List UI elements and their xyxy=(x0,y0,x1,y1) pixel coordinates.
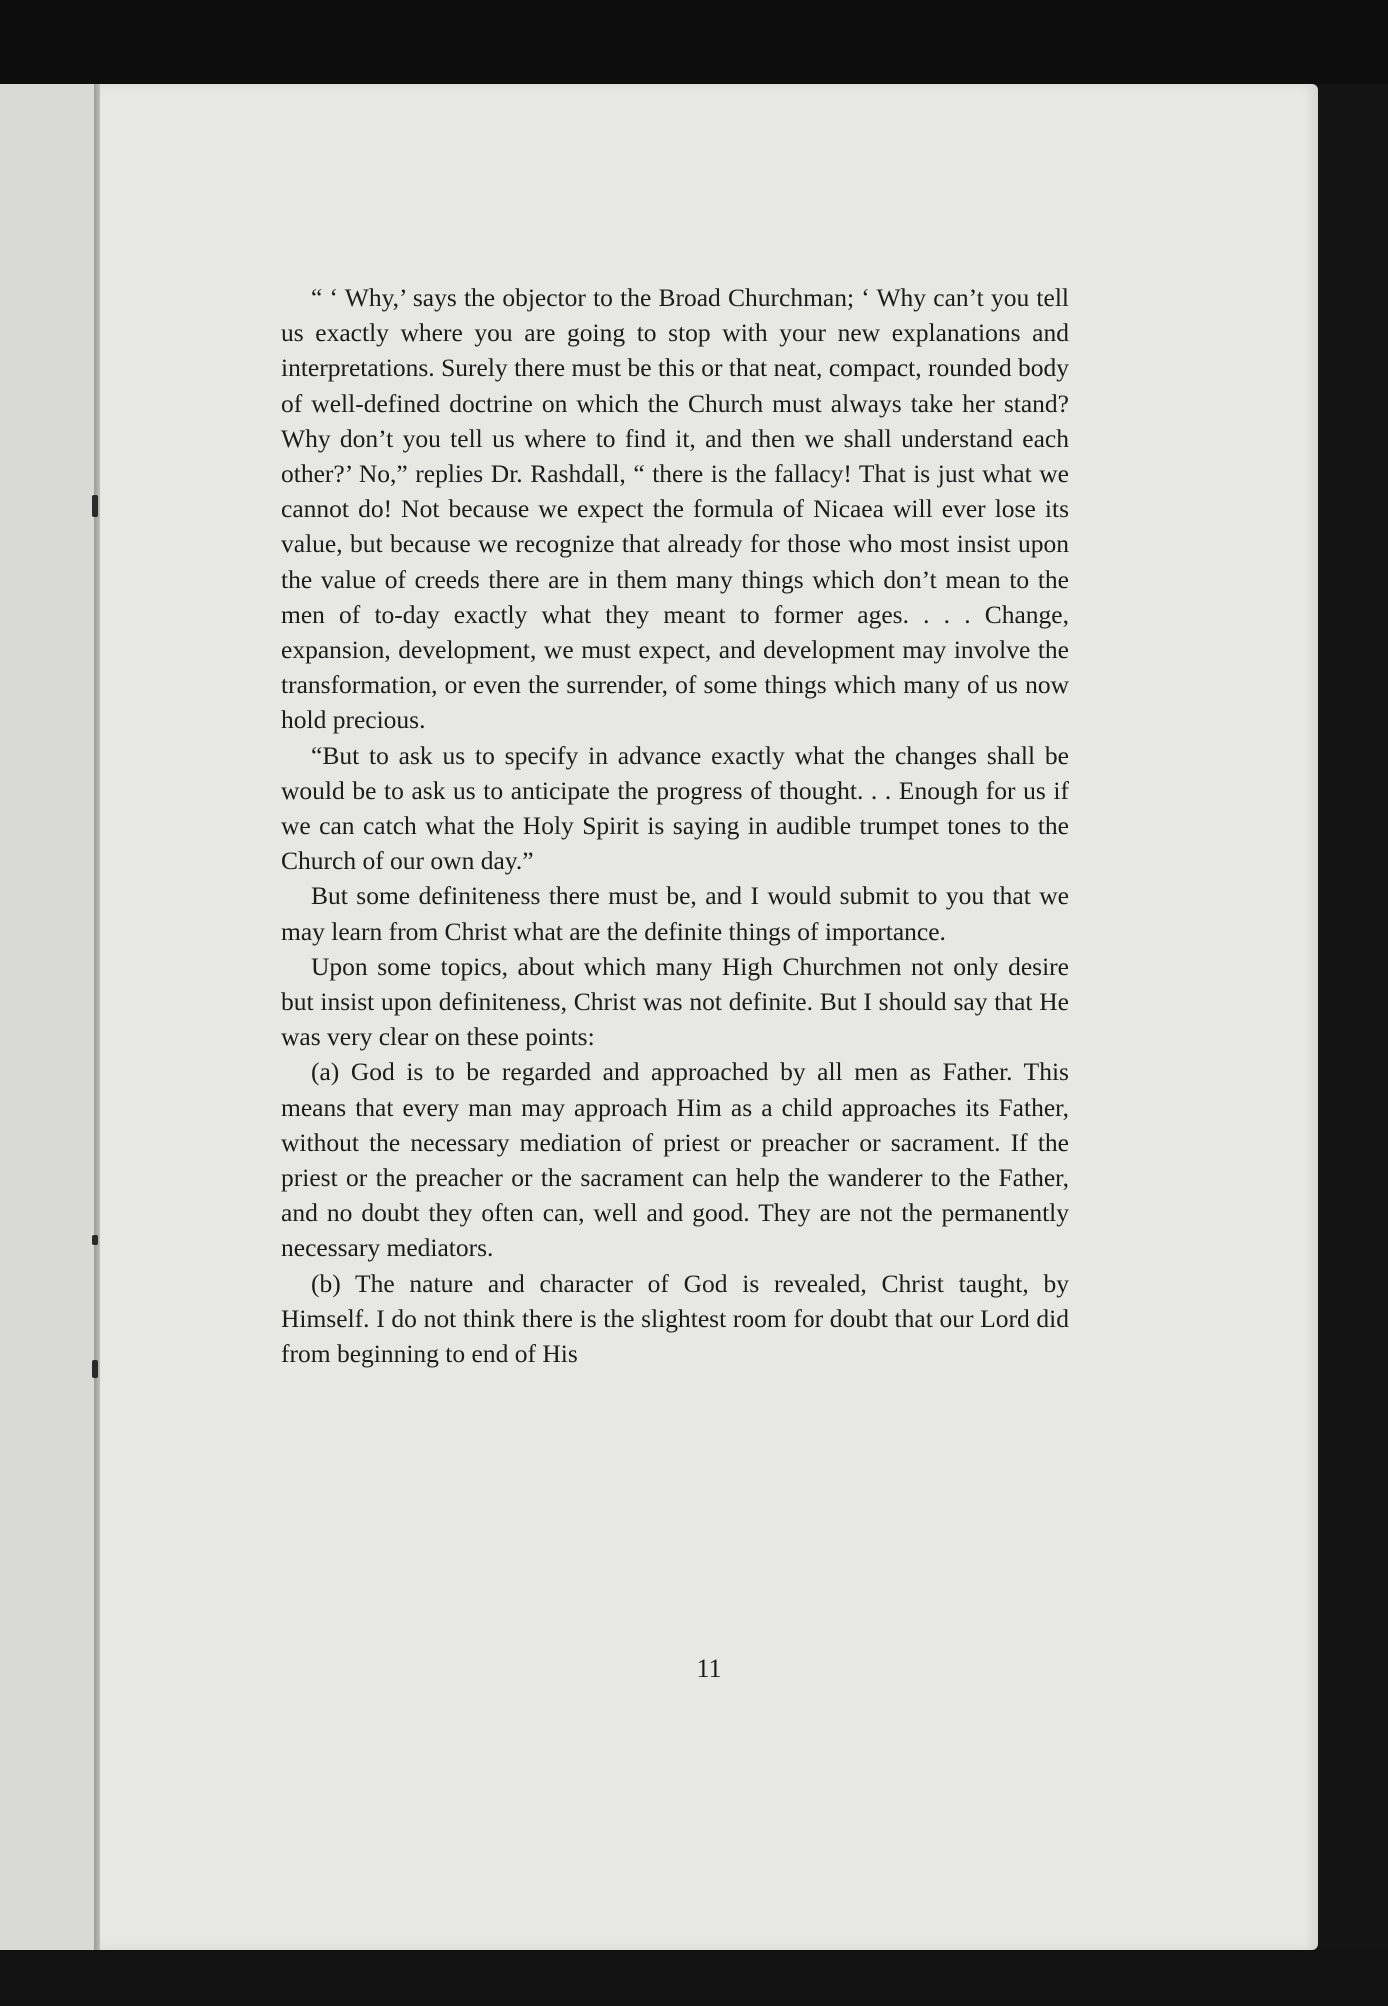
paragraph-quote-rashdall: “ ‘ Why,’ says the objector to the Broad Churchman; ‘ Why can’t you tell us exactly where you are going to stop with your new explanations and interpretations. Surely there must be this or that neat, compact, rounded body of well-defined doctrine on which the Church must always take her stand? Why don’t you tell us where to find it, and then we shall understand each other?’ No,” replies Dr. Rashdall, “ there is the fallacy! That is just what we cannot do! Not because we expect the formula of Nicaea will ever lose its value, but because we recognize that already for those who most insist upon the value of creeds there are in them many things which don’t mean to the men of to-day exactly what they meant to former ages. . . . Change, expansion, development, we must expect, and development may involve the transformation, or even the surrender, of some things which many of us now hold precious. xyxy=(281,283,1069,735)
binding-mark xyxy=(92,1360,98,1378)
paragraph-quote-continued: “But to ask us to specify in advance exactly what the changes shall be would be to ask us to anticipate the progress of thought. . . Enough for us if we can catch what the Holy Spirit is saying in audible trumpet tones to the Church of our own day.” xyxy=(281,740,1069,876)
body-text xyxy=(281,280,1069,1371)
binding-mark xyxy=(92,1235,98,1245)
page-number: 11 xyxy=(696,1654,722,1683)
paragraph-topics: Upon some topics, about which many High Churchmen not only desire but insist upon definiteness, Christ was not definite. But I should say that He was very clear on these points: xyxy=(281,951,1069,1052)
scan-top-border xyxy=(0,0,1388,84)
scan-bottom-border xyxy=(0,1950,1388,2006)
paragraph-point-a: (a) God is to be regarded and approached by all men as Father. This means that every man may approach Him as a child approaches its Father, without the necessary mediation of priest or preacher or sacrament. If the priest or the preacher or the sacrament can help the wanderer to the Father, and no doubt they often can, well and good. They are not the permanently necessary mediators. xyxy=(281,1057,1069,1263)
facing-page-edge xyxy=(0,84,98,1950)
binding-mark xyxy=(92,495,98,517)
book-page xyxy=(100,84,1318,1950)
paragraph-point-b: (b) The nature and character of God is revealed, Christ taught, by Himself. I do not think there is the slightest room for doubt that our Lord did from beginning to end of His xyxy=(281,1268,1069,1369)
paragraph-definiteness: But some definiteness there must be, and I would submit to you that we may learn from Christ what are the definite things of importance. xyxy=(281,881,1069,946)
